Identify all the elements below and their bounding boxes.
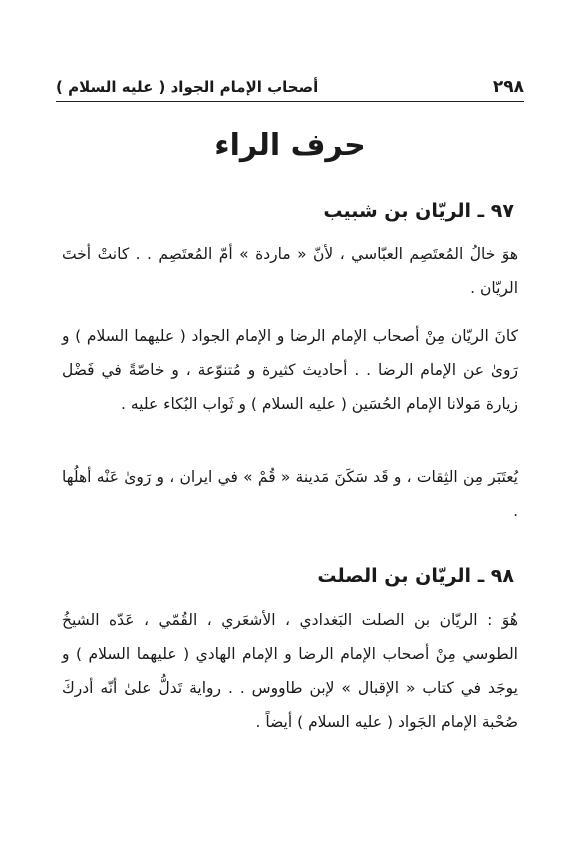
- entry-heading-97: ٩٧ ـ الريّان بن شبيب: [323, 200, 514, 222]
- entry-heading-98: ٩٨ ـ الريّان بن الصلت: [317, 565, 514, 587]
- entry-98-paragraph-1: هُوَ : الريّان بن الصلت البَغدادي ، الأشعَري ، القُمّي ، عَدّه الشيخُ الطوسي مِنْ أصحاب الإمام الرضا و الإمام الهادي ( عليهما السلام ) و يوجَد في كتاب « الإقبال » لإبن طاووس . . رواية تَدلُّ علىٰ أنّه أدركَ صُحْبة الإمام الجَواد ( عليه السلام ) أيضاً .: [62, 611, 518, 731]
- entry-97-paragraph-3: يُعتَبَر مِن الثِقات ، و قَد سَكَنَ مَدينة « قُمْ » في ايران ، و رَوىٰ عَنْه أهلُها .: [62, 468, 518, 520]
- entry-97-paragraph-1: هوَ خالُ المُعتَصِم العبّاسي ، لأنّ « ماردة » أمّ المُعتَصِم . . كانتْ أختَ الريّان .: [62, 245, 518, 297]
- header-divider: [56, 101, 524, 102]
- page-number: ٢٩٨: [492, 77, 524, 97]
- entry-97-paragraph-2: كانَ الريّان مِنْ أصحاب الإمام الرضا و الإمام الجواد ( عليهما السلام ) و رَوىٰ عن الإمام الرضا . . أحاديث كثيرة و مُتنوّعة ، و خاصّةً في فَضْل زيارة مَولانا الإمام الحُسَين ( عليه السلام ) و ثَواب البُكاء عليه .: [62, 327, 518, 413]
- page-header: [56, 74, 524, 100]
- chapter-title: حرف الراء: [214, 128, 366, 163]
- running-title: أصحاب الإمام الجواد ( عليه السلام ): [56, 78, 319, 96]
